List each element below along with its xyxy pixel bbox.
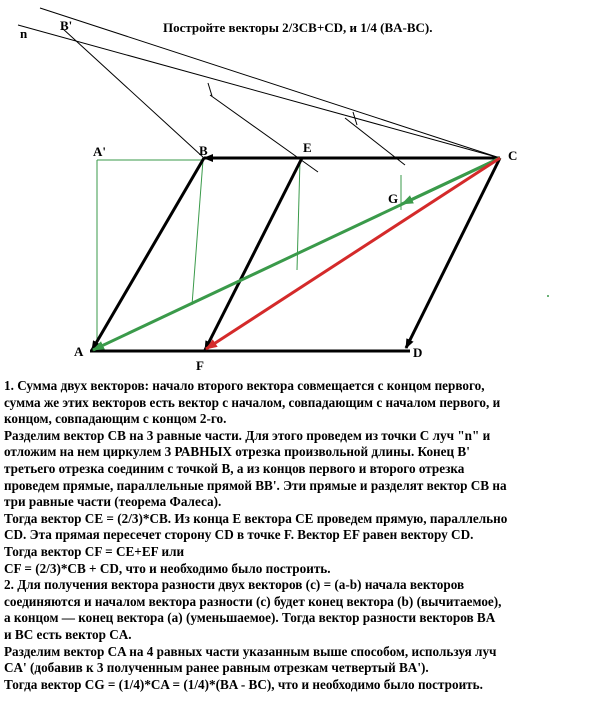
label-a: A <box>74 344 84 359</box>
text-line: Разделим вектор CB на 3 равные части. Для этого проведем из точки C луч "n" и <box>4 427 491 443</box>
text-line: отложим на нем циркулем 3 РАВНЫХ отрезка произвольной длины. Конец B' <box>4 444 470 460</box>
label-a-prime: A' <box>93 144 106 159</box>
segment-b-b-prime <box>62 28 204 158</box>
text-line: Тогда вектор CE = (2/3)*CB. Из конца E вектора CE проведем прямую, параллельно <box>4 510 508 526</box>
text-line: CA' (добавив к 3 полученным ранее равным отрезкам четвертый BA'). <box>4 660 429 676</box>
vector-ef <box>205 158 302 350</box>
green-helper-b-vertical <box>192 160 203 305</box>
label-b: B <box>199 143 208 158</box>
text-line: Тогда вектор CG = (1/4)*CA = (1/4)*(BA - BC), что и необходимо было построить. <box>4 676 483 692</box>
text-line: проведем прямые, параллельные прямой BB'. Эти прямые и разделят вектор CB на <box>4 477 507 493</box>
vector-cd <box>406 158 500 348</box>
text-line: Тогда вектор CF = CE+EF или <box>4 543 185 559</box>
text-line: CF = (2/3)*CB + CD, что и необходимо было построить. <box>4 560 331 576</box>
text-line: три равные части (теорема Фалеса). <box>4 494 222 510</box>
vector-cg-green <box>402 158 500 204</box>
text-line: а концом — конец вектора (a) (уменьшаемое). Тогда вектор разности векторов BA <box>4 610 496 626</box>
text-line: Разделим вектор CA на 4 равных части указанным выше способом, используя луч <box>4 643 497 659</box>
label-f: F <box>196 358 204 373</box>
label-e: E <box>303 140 312 155</box>
label-n: n <box>20 26 28 41</box>
text-line: сумма же этих векторов есть вектор с началом, совпадающим с началом первого, и <box>4 394 501 410</box>
text-line: 1. Сумма двух векторов: начало второго вектора совмещается с концом первого, <box>4 378 485 393</box>
diagram-title: Постройте векторы 2/3CB+CD, и 1/4 (BA-BC). <box>163 20 433 35</box>
small-dot <box>547 295 549 297</box>
tick-mark-1 <box>208 83 212 96</box>
explanation-text <box>4 378 604 693</box>
ray-n <box>18 25 500 158</box>
text-line: третьего отрезка соединим с точкой B, а из концов первого и второго отрезка <box>4 460 465 476</box>
text-line: CD. Эта прямая пересечет сторону CD в точке F. Вектор EF равен вектору CD. <box>4 527 474 543</box>
text-line: и BC есть вектор CA. <box>4 626 132 642</box>
label-d: D <box>413 345 423 360</box>
label-b-prime: B' <box>60 18 73 33</box>
label-g: G <box>388 191 399 206</box>
vector-cf-red <box>206 158 500 349</box>
text-line: концом, совпадающим с концом 2-го. <box>4 411 227 427</box>
vector-ba <box>92 158 204 350</box>
label-c: C <box>508 148 518 163</box>
text-line: соединяются и началом вектора разности (c) будет конец вектора (b) (вычитаемое), <box>4 593 502 609</box>
text-line: 2. Для получения вектора разности двух векторов (c) = (a-b) начала векторов <box>4 577 465 593</box>
